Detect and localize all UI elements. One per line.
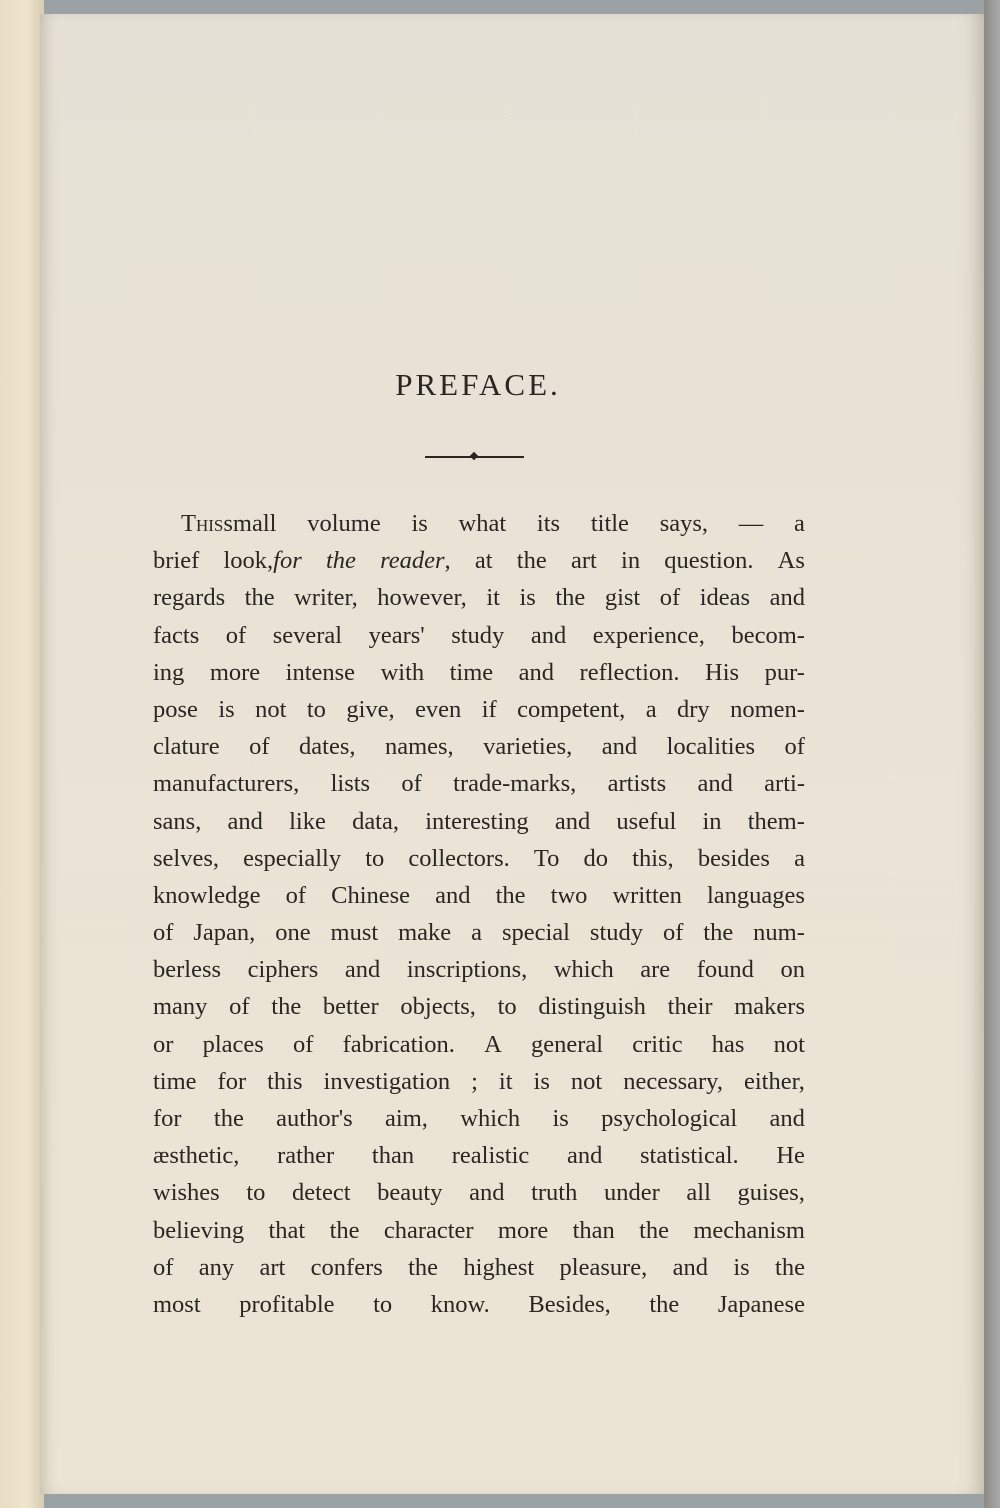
text-line [153,1286,805,1323]
word: of [153,1253,174,1281]
word: the [495,881,526,909]
word: and [518,658,555,686]
word: necessary, [623,1067,723,1095]
word: and [566,1142,603,1170]
word: the [244,584,275,612]
word: time [449,658,494,686]
word: title [590,510,629,537]
word: is [519,584,536,612]
word: detect [292,1179,351,1207]
word: its [536,510,561,537]
word: of [659,584,681,612]
word: make [398,919,452,947]
word: for [217,1067,247,1095]
word: truth [531,1179,578,1207]
text-line [153,840,805,877]
word: than [572,1216,615,1244]
word: are [640,956,671,984]
word: them- [747,807,805,835]
word: useful [616,807,677,835]
word: He [776,1142,805,1170]
word: a [645,695,657,723]
word: brief [153,547,200,575]
word: than [371,1142,415,1170]
word: the [516,547,547,575]
word: dates, [299,733,356,761]
word: general [530,1030,604,1058]
word: and [344,956,381,984]
word: of [153,919,174,947]
word: ciphers [247,956,319,984]
word: of [662,919,684,947]
word: to [246,1179,266,1207]
word: is [733,1253,750,1281]
word: wishes [153,1179,220,1207]
text-line [153,1100,805,1137]
word: study [589,919,643,947]
word: character [383,1216,474,1244]
word: special [501,919,570,947]
text-line [153,579,805,616]
word: experience, [592,621,705,649]
divider-ornament [425,455,524,458]
word: under [603,1179,660,1207]
text-line [153,1249,805,1286]
word: trade-marks, [453,770,577,798]
word: aim, [385,1105,428,1132]
text-line [153,505,805,542]
word: give, [346,695,395,723]
word: volume [307,510,381,537]
word: has [711,1030,745,1058]
word: gist [604,584,641,612]
word: facts [153,621,200,649]
word: in [702,807,722,835]
word: most [153,1290,201,1318]
word: becom- [731,621,805,649]
word: ing [153,658,185,686]
text-line [153,1063,805,1100]
word: A [484,1030,502,1058]
word: competent, [517,695,626,723]
word: reader, [380,547,451,575]
word: to [365,844,385,872]
word: that [268,1216,306,1244]
word: realistic [451,1142,530,1170]
word: beauty [377,1179,443,1207]
word: with [380,658,425,686]
word: two [550,881,588,909]
word: of [401,770,422,798]
word: writer, [294,584,358,612]
word: is [218,695,235,723]
word: As [777,547,805,575]
word: the [555,584,586,612]
word: many [153,993,208,1021]
word: clature [153,733,220,761]
word: know. [430,1290,490,1318]
word: which [460,1105,521,1132]
word: varieties, [483,733,573,761]
word: in [621,547,641,575]
word: statistical. [640,1142,739,1170]
word: study [451,621,505,649]
text-line [153,803,805,840]
word: is [411,510,428,537]
word: confers [310,1253,383,1281]
word: a [794,510,805,537]
word: pose [153,695,198,723]
word: it [498,1067,513,1095]
word: author's [276,1105,353,1132]
word: it [486,584,500,612]
word: written [612,881,682,909]
word: regards [153,584,226,612]
page-title: PREFACE. [395,367,561,402]
word: pleasure, [559,1253,648,1281]
word: Besides, [528,1290,611,1318]
word: num- [753,919,805,947]
word: and [469,1179,505,1207]
word: fabrication. [342,1030,455,1058]
text-line [153,1174,805,1211]
word: ; [471,1067,478,1095]
word: more [209,658,261,686]
word: — [738,510,764,537]
word: art [570,547,597,575]
word: of [784,733,805,761]
text-line [153,1212,805,1249]
word: objects, [400,993,476,1021]
word: on [780,956,805,984]
word: investigation [323,1067,451,1095]
word: data, [352,807,399,835]
word: of [249,733,270,761]
word: places [202,1030,264,1058]
word: profitable [239,1290,335,1318]
word: Japan, [193,919,256,947]
word: of [293,1030,314,1058]
text-line [153,914,805,951]
word: any [198,1253,235,1281]
left-page-edge [0,0,44,1508]
word: years' [368,621,425,649]
word: dry [677,695,710,723]
word: besides [697,844,770,872]
word: æsthetic, [153,1142,240,1170]
word: and [769,584,805,612]
word: and [697,770,733,798]
word: must [330,919,379,947]
word: for [153,1105,182,1132]
word: Thissmall [181,510,277,537]
word: manufacturers, [153,770,300,798]
word: arti- [764,770,805,798]
word: believing [153,1216,245,1244]
word: the [271,993,302,1021]
word: of [225,621,247,649]
text-line [153,728,805,765]
word: this [267,1067,303,1095]
word: highest [463,1253,535,1281]
word: what [458,510,507,537]
word: and [769,1105,805,1132]
word: do [583,844,609,872]
word: and [435,881,471,909]
word: distinguish [538,993,646,1021]
word: to [373,1290,393,1318]
word: Chinese [331,881,411,909]
word: is [552,1105,569,1132]
word: however, [377,584,467,612]
word: lists [330,770,371,798]
word: ideas [699,584,751,612]
word: the [775,1253,805,1281]
word: selves, [153,844,219,872]
word: if [481,695,497,723]
text-line [153,988,805,1025]
word: collectors. [408,844,510,872]
word: even [415,695,462,723]
word: either, [743,1067,805,1095]
word: look,for [223,547,302,575]
word: and [601,733,638,761]
text-line [153,1137,805,1174]
word: all [686,1179,711,1207]
word: guises, [737,1179,805,1207]
word: of [285,881,307,909]
word: and [530,621,567,649]
word: to [306,695,326,723]
word: or [153,1030,174,1058]
word: of [229,993,250,1021]
word: art [259,1253,286,1281]
word: a [794,844,805,872]
word: His [705,658,740,686]
word: which [553,956,614,984]
word: their [667,993,713,1021]
word: names, [384,733,454,761]
word: especially [243,844,342,872]
word: better [322,993,379,1021]
word: critic [632,1030,683,1058]
word: mechanism [693,1216,805,1244]
word: says, [659,510,709,537]
word: to [497,993,517,1021]
word: and [227,807,263,835]
preface-text [153,505,805,1323]
word: the [329,1216,360,1244]
word: and [672,1253,708,1281]
word: the [213,1105,244,1132]
text-line [153,951,805,988]
word: nomen- [730,695,805,723]
word: berless [153,956,222,984]
word: time [153,1067,197,1095]
right-page-edge [984,0,1000,1508]
word: like [289,807,326,835]
word: this, [632,844,674,872]
word: artists [607,770,667,798]
text-line [153,691,805,728]
word: several [272,621,343,649]
word: the [649,1290,680,1318]
word: psychological [601,1105,738,1132]
text-line [153,1026,805,1063]
word: question. [664,547,754,575]
word: the [639,1216,670,1244]
word: a [471,919,482,947]
word: pur- [764,658,805,686]
text-line [153,542,805,579]
word: not [570,1067,603,1095]
word: not [773,1030,805,1058]
word: interesting [425,807,529,835]
word: To [533,844,560,872]
word: not [255,695,287,723]
word: localities [666,733,756,761]
word: one [275,919,311,947]
text-line [153,877,805,914]
word: the [408,1253,439,1281]
word: is [533,1067,550,1095]
word: inscriptions, [406,956,528,984]
text-line [153,617,805,654]
word: Japanese [717,1290,805,1318]
text-line [153,765,805,802]
word: makers [734,993,805,1021]
word: more [497,1216,549,1244]
word: sans, [153,807,202,835]
word: rather [277,1142,335,1170]
word: at [474,547,493,575]
word: reflection. [579,658,680,686]
word: and [554,807,591,835]
word: languages [706,881,805,909]
word: knowledge [153,881,261,909]
text-line [153,654,805,691]
word: found [696,956,754,984]
word: intense [285,658,356,686]
word: the [325,547,356,575]
word: the [703,919,734,947]
